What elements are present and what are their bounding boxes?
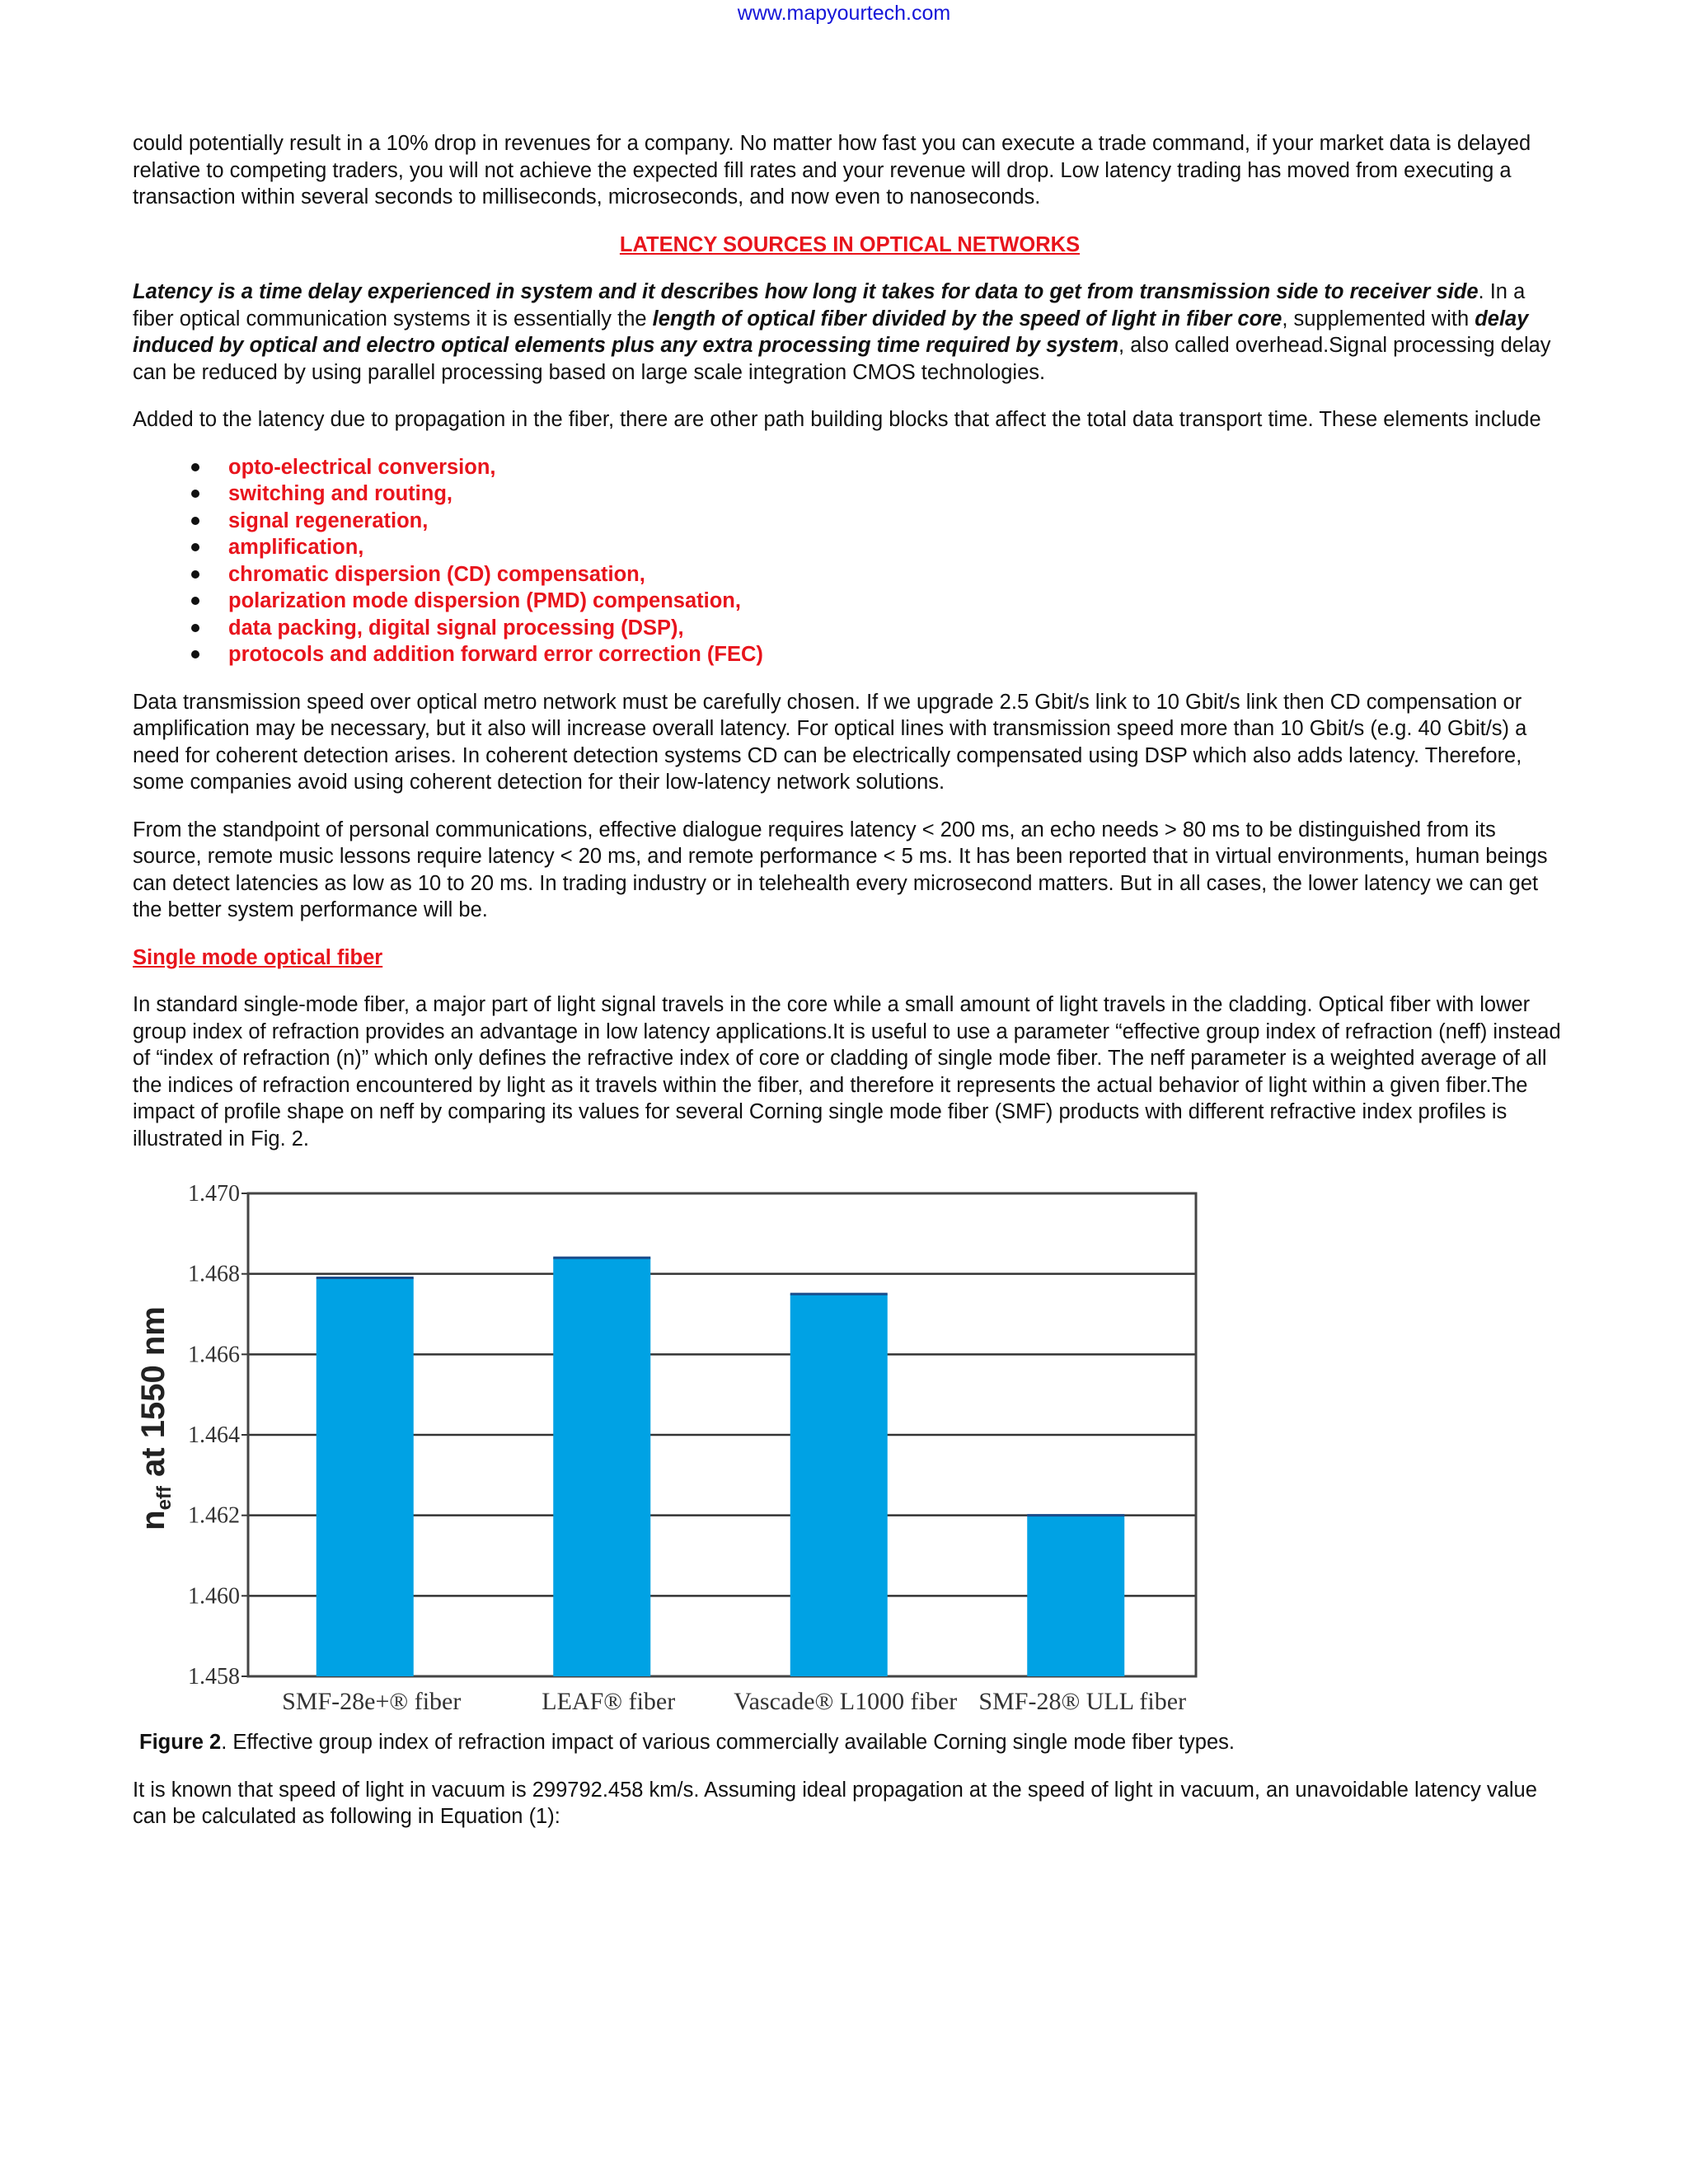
- list-item-text: opto-electrical conversion,: [228, 455, 496, 479]
- y-axis-label: $n_{eff}$ at 1550 nm: [135, 1306, 176, 1530]
- bar-3: [790, 1294, 888, 1676]
- list-item: [228, 561, 1567, 588]
- latency-elements-list: [133, 454, 1567, 668]
- bar-4: [1027, 1516, 1124, 1676]
- y-tick-label: 1.462: [188, 1502, 240, 1529]
- definition-bold-3: length of optical fiber divided by the speed of light in fiber core: [652, 307, 1282, 330]
- definition-bold-1: Latency is a time delay experienced in system and it describes how long it takes for data to get from transmission side to receiver side: [133, 280, 1479, 303]
- bullet-icon: [191, 517, 199, 525]
- bullet-icon: [191, 543, 199, 551]
- list-item-text: protocols and addition forward error correction (FEC): [228, 643, 763, 666]
- y-tick-label: 1.464: [188, 1422, 240, 1448]
- list-item-text: data packing, digital signal processing (DSP),: [228, 616, 684, 640]
- latency-sources-heading: LATENCY SOURCES IN OPTICAL NETWORKS: [619, 232, 1081, 256]
- list-item: [228, 480, 1567, 508]
- y-tick-label: 1.470: [188, 1181, 240, 1207]
- list-item-text: polarization mode dispersion (PMD) compensation,: [228, 589, 741, 612]
- final-paragraph: It is known that speed of light in vacuum is 299792.458 km/s. Assuming ideal propagation at the speed of light in vacuum, an unavoidable latency value can be calculated as following in Equation (1):: [133, 1778, 1537, 1828]
- list-item-text: switching and routing,: [228, 482, 452, 505]
- latency-definition-paragraph: [133, 279, 1567, 386]
- list-item-text: chromatic dispersion (CD) compensation,: [228, 562, 645, 586]
- x-category-label: LEAF® fiber: [542, 1688, 676, 1715]
- list-item-text: amplification,: [228, 536, 364, 559]
- figure-caption-text: . Effective group index of refraction impact of various commercially available Corning single mode fiber types.: [221, 1731, 1235, 1754]
- list-item: [228, 615, 1567, 642]
- intro-paragraph: could potentially result in a 10% drop in revenues for a company. No matter how fast you can execute a trade command, if your market data is delayed relative to competing traders, you will not achieve the expected fill rates and your revenue will drop. Low latency trading has moved from executing a transaction within several seconds to milliseconds, microseconds, and now even to nanoseconds.: [133, 132, 1531, 209]
- definition-bold-5: delay induced by optical and electro optical elements plus any extra processing time required by system: [133, 307, 1529, 357]
- list-item: [228, 508, 1567, 535]
- single-mode-fiber-heading: Single mode optical fiber: [133, 945, 383, 969]
- x-category-label: SMF-28e+® fiber: [282, 1688, 462, 1715]
- bullet-icon: [191, 624, 199, 632]
- bullet-icon: [191, 597, 199, 605]
- y-tick-label: 1.466: [188, 1342, 240, 1368]
- bar-2: [553, 1258, 650, 1676]
- neff-bar-chart: [133, 1177, 1204, 1721]
- x-category-label: SMF-28® ULL fiber: [978, 1688, 1187, 1715]
- list-item: [228, 454, 1567, 481]
- list-item: [228, 588, 1567, 615]
- site-link[interactable]: www.mapyourtech.com: [737, 2, 951, 25]
- x-category-label: Vascade® L1000 fiber: [734, 1688, 958, 1715]
- list-item: [228, 534, 1567, 561]
- bullet-icon: [191, 490, 199, 498]
- chart-svg: [133, 1177, 1204, 1721]
- y-tick-label: 1.458: [188, 1664, 240, 1690]
- transmission-speed-paragraph: Data transmission speed over optical metro network must be carefully chosen. If we upgrade 2.5 Gbit/s link to 10 Gbit/s link then CD compensation or amplification may be necessary, but it also will increase overall latency. For optical lines with transmission speed more than 10 Gbit/s (e.g. 40 Gbit/s) a need for coherent detection arises. In coherent detection systems CD can be electrically compensated using DSP which also adds latency. Therefore, some companies avoid using coherent detection for their low-latency network solutions.: [133, 690, 1527, 794]
- document-body: [133, 130, 1567, 1851]
- bullet-icon: [191, 650, 199, 658]
- y-tick-label: 1.460: [188, 1583, 240, 1610]
- figure-label: Figure 2: [139, 1731, 222, 1754]
- y-tick-label: 1.468: [188, 1261, 240, 1287]
- definition-text-2: . In a fiber optical communication systems it is essentially the: [133, 280, 1526, 330]
- definition-text-4: , supplemented with: [1282, 307, 1475, 330]
- building-blocks-paragraph: Added to the latency due to propagation in the fiber, there are other path building blocks that affect the total data transport time. These elements include: [133, 408, 1541, 431]
- figure-caption: [133, 1729, 1567, 1756]
- bullet-icon: [191, 463, 199, 471]
- bar-1: [316, 1278, 414, 1676]
- list-item-text: signal regeneration,: [228, 509, 429, 532]
- list-item: [228, 641, 1567, 668]
- personal-communications-paragraph: From the standpoint of personal communications, effective dialogue requires latency < 200 ms, an echo needs > 80 ms to be distinguished from its source, remote music lessons require latency < 20 ms, and remote performance < 5 ms. It has been reported that in virtual environments, human beings can detect latencies as low as 10 to 20 ms. In trading industry or in telehealth every microsecond matters. But in all cases, the lower latency we can get the better system performance will be.: [133, 818, 1548, 921]
- definition-text-6: , also called overhead.Signal processing delay can be reduced by using parallel processing based on large scale integration CMOS technologies.: [133, 334, 1551, 384]
- single-mode-fiber-paragraph: In standard single-mode fiber, a major part of light signal travels in the core while a small amount of light travels in the cladding. Optical fiber with lower group index of refraction provides an advantage in low latency applications.It is useful to use a parameter “effective group index of refraction (neff) instead of “index of refraction (n)” which only defines the refractive index of core or cladding of single mode fiber. The neff parameter is a weighted average of all the indices of refraction encountered by light as it travels within the fiber, and therefore it represents the actual behavior of light within a given fiber.The impact of profile shape on neff by comparing its values for several Corning single mode fiber (SMF) products with different refractive index profiles is illustrated in Fig. 2.: [133, 993, 1561, 1151]
- bullet-icon: [191, 570, 199, 579]
